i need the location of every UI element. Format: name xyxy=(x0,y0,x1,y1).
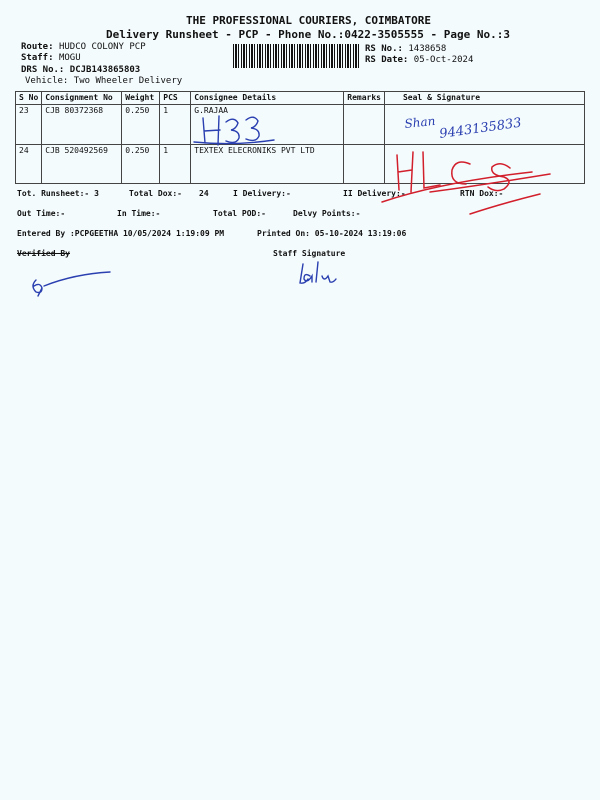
total-dox-value: 24 xyxy=(199,189,209,198)
i-delivery: I Delivery:- xyxy=(233,189,291,198)
verified-by-signature xyxy=(33,272,110,296)
route-label: Route: xyxy=(21,42,54,52)
rtn-dox: RTN Dox:- xyxy=(460,189,504,198)
col-header: PCS xyxy=(160,92,191,105)
vehicle-value: Two Wheeler Delivery xyxy=(73,76,183,86)
staff-signature-label: Staff Signature xyxy=(273,249,346,258)
out-time: Out Time:- xyxy=(17,209,66,218)
company-name: THE PROFESSIONAL COURIERS, COIMBATORE xyxy=(186,14,432,27)
col-header: Consignee Details xyxy=(191,92,344,105)
total-pod: Total POD:- xyxy=(213,209,266,218)
staff-value: MOGU xyxy=(58,53,81,63)
cell-pcs: 1 xyxy=(160,105,191,145)
col-header: Remarks xyxy=(344,92,385,105)
cell-weight: 0.250 xyxy=(122,105,160,145)
runsheet-subtitle: Delivery Runsheet - PCP - Phone No.:0422-3505555 - Page No.:3 xyxy=(106,28,510,41)
seal-phone-text: 9443135833 xyxy=(438,115,523,142)
cell-pcs: 1 xyxy=(160,145,191,184)
delvy-points: Delvy Points:- xyxy=(293,209,361,218)
verified-by-label: Verified By xyxy=(17,249,70,258)
col-header: Weight xyxy=(122,92,160,105)
cell-consignment: CJB 80372368 xyxy=(42,105,122,145)
cell-consignee: TEXTEX ELECRONIKS PVT LTD xyxy=(191,145,344,184)
cell-consignee: G.RAJAA xyxy=(191,105,344,145)
rs-date-label: RS Date: xyxy=(365,55,409,65)
route-value: HUDCO COLONY PCP xyxy=(58,42,146,52)
rs-no-value: 1438658 xyxy=(408,44,447,54)
printed-on: Printed On: 05-10-2024 13:19:06 xyxy=(257,229,407,238)
rs-no-label: RS No.: xyxy=(365,44,403,54)
cell-sno: 24 xyxy=(16,145,42,184)
row2-seal-signature xyxy=(382,152,550,214)
col-header: Consignment No xyxy=(42,92,122,105)
col-header: Seal & Signature xyxy=(384,92,584,105)
seal-name-text: Shan xyxy=(403,113,436,131)
entered-by: Entered By :PCPGEETHA 10/05/2024 1:19:09 PM xyxy=(17,229,225,238)
cell-consignment: CJB 520492569 xyxy=(42,145,122,184)
cell-weight: 0.250 xyxy=(122,145,160,184)
staff-label: Staff: xyxy=(21,53,54,63)
vehicle-label: Vehicle: xyxy=(25,76,69,86)
in-time: In Time:- xyxy=(117,209,161,218)
row1-consignee-signature xyxy=(194,116,274,145)
staff-signature-mark xyxy=(300,262,336,283)
row1-seal-signature xyxy=(404,114,523,142)
drs-value: DCJB143865803 xyxy=(69,65,141,75)
cell-sno: 23 xyxy=(16,105,42,145)
ii-delivery: II Delivery:- xyxy=(343,189,406,198)
total-dox-label: Total Dox:- xyxy=(129,189,182,198)
col-header: S No xyxy=(16,92,42,105)
tot-runsheet: Tot. Runsheet:- 3 xyxy=(17,189,99,198)
drs-label: DRS No.: xyxy=(21,65,65,75)
rs-date-value: 05-Oct-2024 xyxy=(413,55,474,65)
